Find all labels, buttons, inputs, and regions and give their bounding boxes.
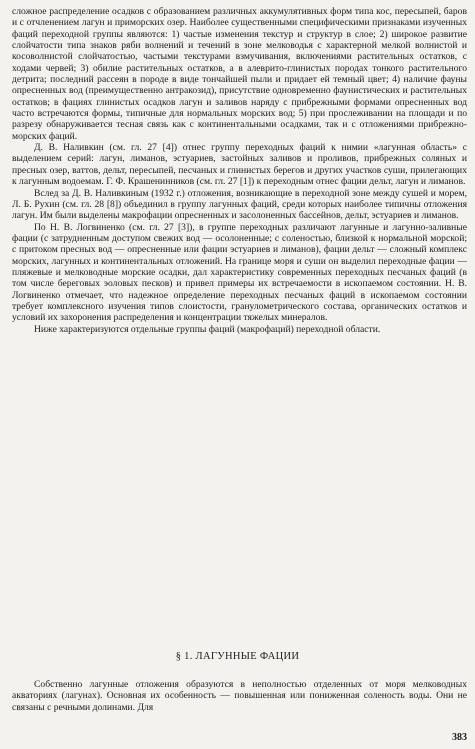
section-text (12, 679, 467, 713)
paragraph-rukhin: Вслед за Д. В. Наливкиным (1932 г.) отложения, возникающие в переходной зоне между сушей и морем, Л. Б. Рухин (см. гл. 28 [8]) объединил в группу лагунных фаций, среди которых наиболее типичны отложения лагун. Им были выделены макрофации опресненных и засолоненных бассейнов, дельт, эстуариев и лиманов. (12, 187, 467, 222)
paragraph-intro-groups: Ниже характеризуются отдельные группы фаций (макрофаций) переходной области. (34, 323, 381, 335)
body-text (12, 6, 467, 335)
paragraph-nalivkin: Д. В. Наливкин (см. гл. 27 [4]) отнес группу переходных фаций к нимии «лагунная область» с выделением серий: лагун, лиманов, эстуариев, застойных заливов и проливов, прибрежных соляных и пресных озер, ваттов, дельт, пересыпей, песчаных и глинистых берегов и других участков суши, прилегающих к лагунным водоемам. Г. Ф. Крашенинников (см. гл. 27 [1]) к переходным отнес фации дельт, лагун и лиманов. (12, 142, 467, 188)
paragraph-logvinenko: По Н. В. Логвиненко (см. гл. 27 [3]), в группе переходных различают лагунные и лагунно-заливные фации (с затрудненным доступом свежих вод — осолоненные; с соленостью, близкой к нормальной морской; с притоком пресных вод — опресненные или фации эстуариев и лиманов), фации дельт — сложный комплекс морских, лагунных и континентальных отложений. На границе моря и суши он выделил переходные фации — пляжевые и мелководные морские осадки, дал характеристику современных переходных песчаных фаций (в том числе береговых эоловых песков) и привел примеры их встречаемости в ископаемом состоянии. Н. В. Логвиненко отмечает, что надежное определение переходных песчаных фаций в ископаемом состоянии требует комплексного изучения типов слоистости, гранулометрического состава, органических остатков и условий их захоронения распределения и концентрации тяжелых минералов. (12, 221, 467, 324)
section-heading: § 1. ЛАГУННЫЕ ФАЦИИ (175, 651, 300, 662)
paragraph-lagoon-deposits: Собственно лагунные отложения образуются в неполностью отделенных от моря мелководных акваториях (лагунах). Основная их особенность — повышенная или пониженная соленость воды. Они не связаны с речными долинами. Для (12, 679, 467, 713)
page-number: 383 (452, 732, 467, 743)
paragraph-facies-features: сложное распределение осадков с образованием различных аккумулятивных форм типа кос, пересыпей, баров и с отчленением лагун и приморских озер. Наиболее существенными специфическими признаками изученных фаций переходной группы являются: 1) частые изменения текстур и структур в слое; 2) широкое развитие слойчатости типа знаков ряби волнений и течений в зоне мелководья с характерной мелкой волнистой и косоволнистой слойчатостью, частыми текстурами взмучивания, включениями растительных остатков, с ходами червей; 3) обилие растительных остатков, а в алеврито-глинистых породах тонкого растительного детрита; последний рассеян в породе в виде тончайшей пыли и придает ей темный цвет; 4) наличие фауны опресненных вод (преимущественно антракозид), присутствие одновременно фаунистических и растительных остатков; в фациях глинистых осадков лагун и заливов наряду с прибрежными формами опресненных вод часто встречаются формы, типичные для нормальных морских вод; 5) при прослеживании на площади и по разрезу обнаруживается тесная связь как с континентальными осадками, так и с отложениями прибрежно-морских фаций. (12, 6, 467, 142)
